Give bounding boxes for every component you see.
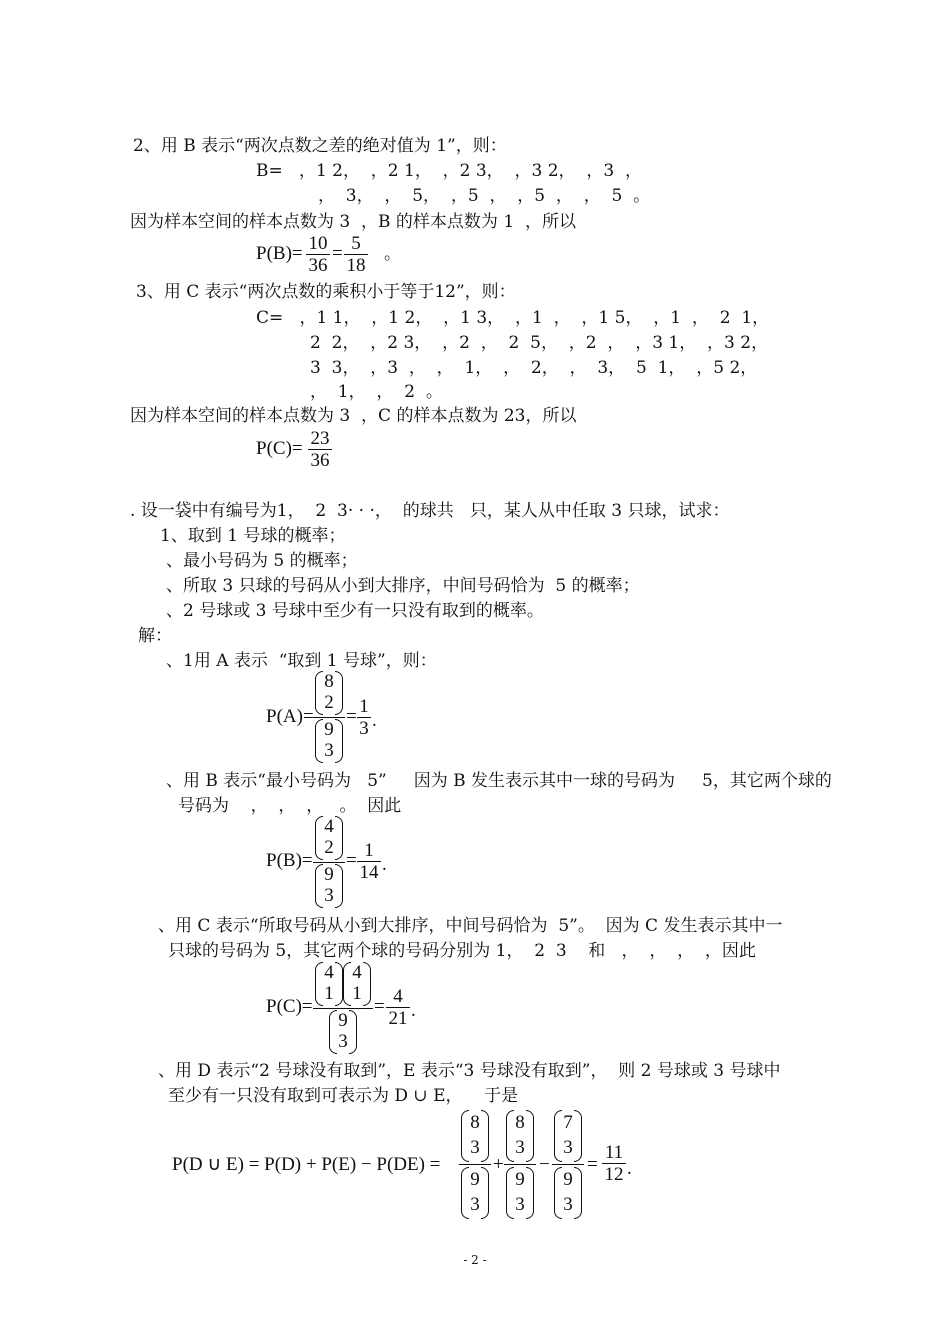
binomial-top: 4 [324, 962, 334, 983]
text-line-p3-head: 3、用 C 表示“两次点数的乘积小于等于12”，则： [136, 282, 516, 302]
binomial-9-3 [329, 1010, 357, 1054]
fraction-numerator: 4 [393, 986, 403, 1007]
fraction-numerator: 5 [351, 233, 361, 254]
text-line-set-b-1: B= ，1 2， ，2 1， ，2 3， ，3 2， ，3 ， [256, 161, 642, 181]
binomial-4-1 [343, 962, 371, 1006]
binomial-top: 4 [324, 816, 334, 837]
fraction-numerator: 1 [364, 840, 374, 861]
formula-pc2-lhs: P(C)= [266, 996, 313, 1017]
formula-equals: = [346, 706, 357, 727]
binomial-top: 9 [324, 864, 334, 885]
formula-pb2-lhs: P(B)= [266, 850, 313, 871]
fraction-bar [313, 1008, 373, 1009]
formula-pde-lhs: P(D ∪ E) = P(D) + P(E) − P(DE) = [172, 1154, 441, 1175]
text-line-q4: 、2 号球或 3 号球中至少有一只没有取到的概率。 [166, 601, 544, 621]
binomial-top: 8 [470, 1112, 480, 1133]
binomial-9-3 [506, 1167, 534, 1219]
fraction-1-14 [357, 840, 381, 884]
binomial-9-3 [315, 864, 343, 908]
binomial-bottom: 3 [470, 1194, 480, 1215]
fraction-numerator: 1 [359, 696, 369, 717]
text-line-s3b: 只球的号码为 5，其它两个球的号码分别为 1， 2 3 和 ， ， ， ，因此 [168, 941, 756, 961]
formula-equals: = [346, 850, 357, 871]
text-line-question: . 设一袋中有编号为1， 2 3· · ·， 的球共 只，某人从中任取 3 只球，试求： [130, 501, 730, 521]
binomial-top: 9 [563, 1169, 573, 1190]
fraction-10-36 [306, 233, 330, 277]
fraction-denominator: 18 [346, 255, 366, 276]
text-line-set-c-4: ， 1， ， 2 。 [310, 382, 443, 402]
text-line-set-c-2: 2 2， ，2 3， ，2 ， 2 5， ，2 ， ，3 1， ，3 2， [310, 333, 769, 353]
text-line-s2a: 、用 B 表示“最小号码为 5” 因为 B 发生表示其中一球的号码为 5，其它两个球的 [166, 771, 832, 791]
binomial-9-3 [554, 1167, 582, 1219]
text-line-p2-head: 2、用 B 表示“两次点数之差的绝对值为 1”，则： [133, 136, 507, 156]
fraction-11-12 [602, 1142, 626, 1186]
text-line-s3a: 、用 C 表示“所取号码从小到大排序，中间号码恰为 5”。 因为 C 发生表示其中一 [158, 916, 783, 936]
binomial-bottom: 1 [352, 983, 362, 1004]
fraction-5-18 [344, 233, 368, 277]
text-line-p3-cause: 因为样本空间的样本点数为 3 ，C 的样本点数为 23，所以 [130, 406, 577, 426]
formula-pc-lhs: P(C)= [256, 438, 303, 459]
fraction-denominator: 36 [310, 450, 330, 471]
binomial-bottom: 3 [515, 1194, 525, 1215]
text-line-s4b: 至少有一只没有取到可表示为 D ∪ E， 于是 [168, 1086, 519, 1106]
fraction-denominator: 3 [359, 718, 369, 739]
text-line-s4a: 、用 D 表示“2 号球没有取到”，E 表示“3 号球没有取到”， 则 2 号球或 3 号球中 [158, 1061, 781, 1081]
binomial-top: 4 [352, 962, 362, 983]
fraction-denominator: 21 [388, 1008, 408, 1029]
text-line-q1: 1、取到 1 号球的概率； [160, 526, 346, 546]
formula-period: 。 [384, 244, 401, 264]
binomial-bottom: 3 [515, 1137, 525, 1158]
binomial-4-2 [315, 816, 343, 860]
fraction-denominator: 14 [359, 862, 379, 883]
text-line-set-c-3: 3 3， ，3 ， ， 1， ， 2， ， 3， 5 1， ，5 2， [310, 358, 758, 378]
fraction-bar [504, 1164, 536, 1165]
formula-period: . [372, 710, 377, 731]
text-line-solution: 解： [138, 626, 172, 646]
binomial-9-3 [461, 1167, 489, 1219]
text-line-set-c-1: C= ，1 1， ，1 2， ，1 3， ，1 ， ，1 5， ，1 ， 2 1， [256, 308, 770, 328]
fraction-numerator: 10 [308, 233, 328, 254]
formula-equals: = [332, 243, 343, 264]
binomial-top: 9 [338, 1010, 348, 1031]
binomial-9-3 [315, 719, 343, 763]
binomial-top: 8 [324, 671, 334, 692]
binomial-top: 7 [563, 1112, 573, 1133]
text-line-set-b-2: ， 3， ， 5， ，5 ， ，5 ， ， 5 。 [318, 186, 651, 206]
binomial-bottom: 3 [563, 1194, 573, 1215]
page-number: - 2 - [463, 1253, 487, 1267]
binomial-top: 8 [515, 1112, 525, 1133]
binomial-bottom: 3 [470, 1137, 480, 1158]
fraction-bar [552, 1164, 584, 1165]
fraction-numerator: 11 [604, 1142, 624, 1163]
binomial-8-2 [315, 671, 343, 715]
formula-plus: + [493, 1154, 504, 1175]
fraction-bar [313, 862, 345, 863]
binomial-top: 9 [470, 1169, 480, 1190]
fraction-4-21 [386, 986, 410, 1030]
binomial-bottom: 3 [324, 740, 334, 761]
binomial-bottom: 1 [324, 983, 334, 1004]
binomial-bottom: 3 [324, 885, 334, 906]
binomial-bottom: 3 [338, 1031, 348, 1052]
formula-equals: = [374, 996, 385, 1017]
fraction-numerator: 23 [310, 428, 330, 449]
binomial-8-3 [506, 1110, 534, 1162]
binomial-4-1 [315, 962, 343, 1006]
fraction-denominator: 12 [604, 1164, 624, 1185]
binomial-top: 9 [324, 719, 334, 740]
fraction-1-3 [357, 696, 371, 740]
binomial-7-3 [554, 1110, 582, 1162]
binomial-bottom: 2 [324, 692, 334, 713]
formula-minus: − [539, 1154, 550, 1175]
text-line-q2: 、最小号码为 5 的概率； [166, 551, 358, 571]
binomial-bottom: 3 [563, 1137, 573, 1158]
text-line-q3: 、所取 3 只球的号码从小到大排序，中间号码恰为 5 的概率； [166, 576, 640, 596]
binomial-bottom: 2 [324, 837, 334, 858]
text-line-s2b: 号码为 ， ， ， 。 因此 [178, 796, 402, 816]
binomial-8-3 [461, 1110, 489, 1162]
formula-period: . [411, 1000, 416, 1021]
text-line-s1: 、1用 A 表示 “取到 1 号球”，则： [166, 651, 437, 671]
text-line-p2-cause: 因为样本空间的样本点数为 3 ，B 的样本点数为 1 ，所以 [130, 212, 576, 232]
formula-period: . [627, 1158, 632, 1179]
binomial-top: 9 [515, 1169, 525, 1190]
formula-pa-lhs: P(A)= [266, 706, 314, 727]
formula-equals: = [587, 1154, 598, 1175]
fraction-bar [313, 717, 345, 718]
fraction-denominator: 36 [308, 255, 328, 276]
fraction-23-36 [308, 428, 332, 472]
fraction-bar [459, 1164, 491, 1165]
formula-period: . [382, 854, 387, 875]
formula-pb-lhs: P(B)= [256, 243, 303, 264]
